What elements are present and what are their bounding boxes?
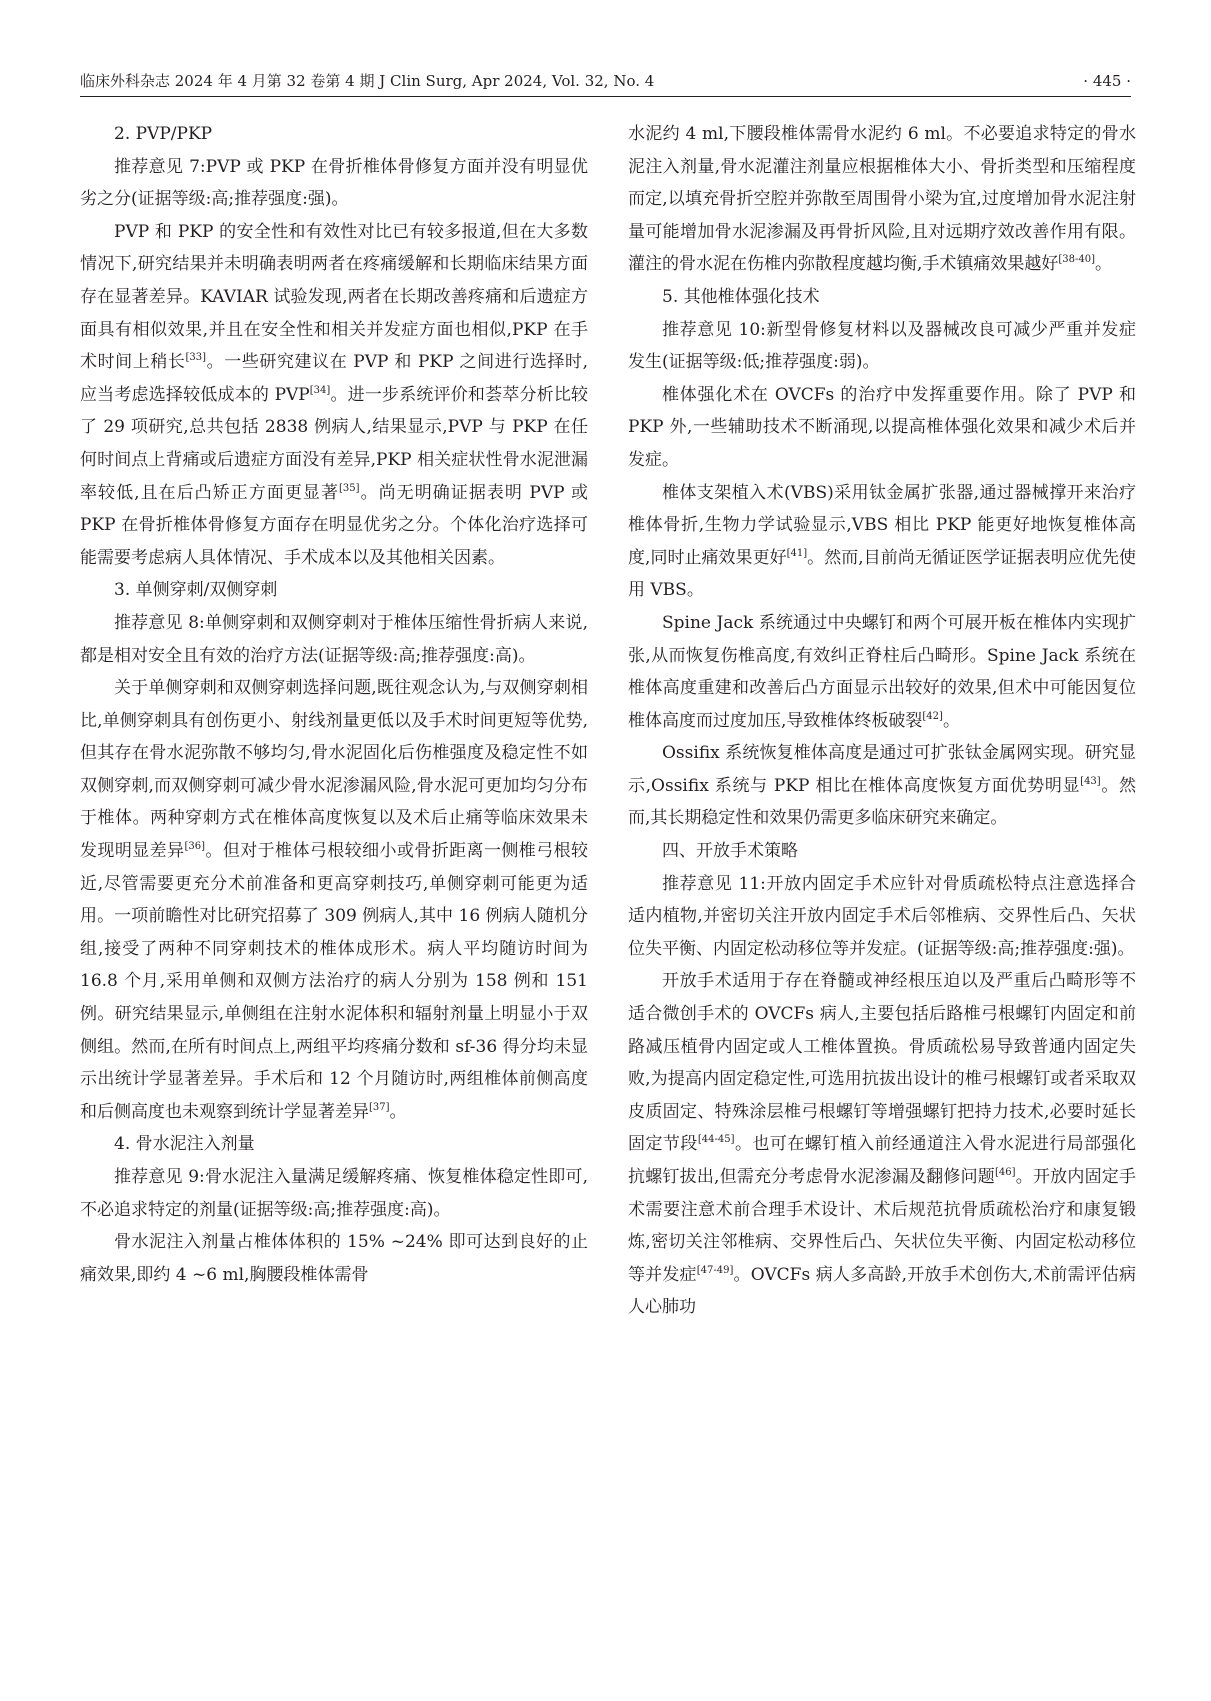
section-heading-puncture: 3. 单侧穿刺/双侧穿刺 — [114, 580, 278, 601]
text-run: 。然而,其长期稳定性和效果仍需更多临床研究来确定。 — [628, 775, 1136, 829]
text-run: 椎体支架植入术(VBS)采用钛金属扩张器,通过器械撑开来治疗椎体骨折,生物力学试验显示,VBS 相比 PKP 能更好地恢复椎体高度,同时止痛效果更好 — [628, 482, 1136, 568]
citation-ref: [36] — [184, 841, 205, 853]
text-run: 。开放内固定手术需要注意术前合理手术设计、术后规范抗骨质疏松治疗和康复锻炼,密切关注邻椎病、交界性后凸、矢状位失平衡、内固定松动移位等并发症 — [628, 1167, 1137, 1285]
text-run: 。 — [942, 710, 960, 731]
citation-ref: [37] — [369, 1101, 390, 1113]
text-run: 。然而,目前尚无循证医学证据表明应优先使用 VBS。 — [628, 547, 1136, 601]
citation-ref: [43] — [1080, 775, 1101, 787]
paragraph-augmentation-intro: 椎体强化术在 OVCFs 的治疗中发挥重要作用。除了 PVP 和 PKP 外,一些辅助技术不断涌现,以提高椎体强化效果和减少术后并发症。 — [628, 384, 1136, 470]
paragraph-vbs — [628, 477, 1136, 607]
text-run: 。一些研究建议在 PVP 和 PKP 之间进行选择时,应当考虑选择较低成本的 PVP — [80, 352, 589, 405]
section-heading-pvp-pkp: 2. PVP/PKP — [114, 124, 213, 144]
text-run: 水泥约 4 ml,下腰段椎体需骨水泥约 6 ml。不必要追求特定的骨水泥注入剂量,骨水泥灌注剂量应根据椎体大小、骨折类型和压缩程度而定,以填充骨折空腔并弥散至周围骨小梁为宜,过度增加骨水泥注射量可能增加骨水泥渗漏及再骨折风险,且对远期疗效改善作用有限。灌注的骨水泥在伤椎内弥散程度越均衡,手术镇痛效果越好 — [628, 124, 1136, 275]
text-run: 。但对于椎体弓根较细小或骨折距离一侧椎弓根较近,尽管需要更充分术前准备和更高穿刺技巧,单侧穿刺可能更为适用。一项前瞻性对比研究招募了 309 例病人,其中 16 例病人随机分组,接受了两种不同穿刺技术的椎体成形术。病人平均随访时间为 16.8 个月,采用单侧和双侧方法治疗的病人分别为 158 例和 151 例。研究结果显示,单侧组在注射水泥体积和辐射剂量上明显小于双侧组。然而,在所有时间点上,两组平均疼痛分数和 sf-36 得分均未显示出统计学显著差异。手术后和 12 个月随访时,两组椎体前侧高度和后侧高度也未观察到统计学显著差异 — [80, 841, 589, 1122]
text-run: PVP 和 PKP 的安全性和有效性对比已有较多报道,但在大多数情况下,研究结果并未明确表明两者在疼痛缓解和长期临床结果方面存在显著差异。KAVIAR 试验发现,两者在长期改善疼痛和后遗症方面具有相似效果,并且在安全性和相关并发症方面也相似,PKP 在手术时间上稍长 — [80, 221, 588, 373]
paragraph-open-surgery — [628, 965, 1136, 1324]
text-run: 。 — [1095, 254, 1113, 275]
text-run: Spine Jack 系统通过中央螺钉和两个可展开板在椎体内实现扩张,从而恢复伤椎高度,有效纠正脊柱后凸畸形。Spine Jack 系统在椎体高度重建和改善后凸方面显示出较好的效果,但术中可能因复位椎体高度而过度加压,导致椎体终板破裂 — [628, 612, 1136, 731]
journal-citation: 临床外科杂志 2024 年 4 月第 32 卷第 4 期 J Clin Surg, Apr 2024, Vol. 32, No. 4 — [80, 72, 655, 90]
paragraph-cement-dose-continued — [628, 118, 1136, 281]
recommendation-7: 推荐意见 7:PVP 或 PKP 在骨折椎体骨修复方面并没有明显优劣之分(证据等级:高;推荐强度:强)。 — [80, 156, 588, 210]
citation-ref: [42] — [922, 710, 943, 722]
paragraph-pvp-pkp-comparison — [80, 216, 588, 575]
section-heading-other-techniques: 5. 其他椎体强化技术 — [662, 286, 820, 307]
text-run: 。也可在螺钉植入前经通道注入骨水泥进行局部强化抗螺钉拔出,但需充分考虑骨水泥渗漏及翻修问题 — [628, 1134, 1137, 1187]
paragraph-ossifix — [628, 737, 1136, 835]
citation-ref: [34] — [309, 384, 331, 396]
citation-ref: [47-49] — [696, 1264, 734, 1276]
running-header — [80, 66, 1131, 97]
paragraph-cement-dose: 骨水泥注入剂量占椎体体积的 15% ~24% 即可达到良好的止痛效果,即约 4 ~6 ml,胸腰段椎体需骨 — [80, 1232, 588, 1285]
text-run: 开放手术适用于存在脊髓或神经根压迫以及严重后凸畸形等不适合微创手术的 OVCFs 病人,主要包括后路椎弓根螺钉内固定和前路减压植骨内固定或人工椎体置换。骨质疏松易导致普通内固定失败,为提高内固定稳定性,可选用抗拔出设计的椎弓根螺钉或者采取双皮质固定、特殊涂层椎弓根螺钉等增强螺钉把持力技术,必要时延长固定节段 — [628, 971, 1136, 1155]
citation-ref: [33] — [185, 352, 207, 364]
left-column — [80, 118, 588, 1291]
citation-ref: [38-40] — [1058, 254, 1096, 266]
recommendation-8: 推荐意见 8:单侧穿刺和双侧穿刺对于椎体压缩性骨折病人来说,都是相对安全且有效的治疗方法(证据等级:高;推荐强度:高)。 — [80, 612, 588, 666]
text-run: 。OVCFs 病人多高龄,开放手术创伤大,术前需评估病人心肺功 — [628, 1264, 1137, 1318]
section-heading-open-surgery: 四、开放手术策略 — [662, 841, 798, 862]
paragraph-puncture — [80, 672, 588, 1128]
citation-ref: [35] — [339, 482, 360, 494]
recommendation-10: 推荐意见 10:新型骨修复材料以及器械改良可减少严重并发症发生(证据等级:低;推荐强度:弱)。 — [628, 319, 1136, 373]
text-run: Ossifix 系统恢复椎体高度是通过可扩张钛金属网实现。研究显示,Ossifix 系统与 PKP 相比在椎体高度恢复方面优势明显 — [628, 743, 1136, 796]
paragraph-spine-jack — [628, 607, 1136, 737]
recommendation-9: 推荐意见 9:骨水泥注入量满足缓解疼痛、恢复椎体稳定性即可,不必追求特定的剂量(证据等级:高;推荐强度:高)。 — [80, 1167, 588, 1220]
text-run: 。 — [389, 1101, 407, 1122]
text-run: 关于单侧穿刺和双侧穿刺选择问题,既往观念认为,与双侧穿刺相比,单侧穿刺具有创伤更小、射线剂量更低以及手术时间更短等优势,但其存在骨水泥弥散不够均匀,骨水泥固化后伤椎强度及稳定性不如双侧穿刺,而双侧穿刺可减少骨水泥渗漏风险,骨水泥可更加均匀分布于椎体。两种穿刺方式在椎体高度恢复以及术后止痛等临床效果未发现明显差异 — [80, 678, 588, 862]
right-column — [628, 118, 1136, 1324]
citation-ref: [46] — [995, 1167, 1016, 1178]
text-run: 。进一步系统评价和荟萃分析比较了 29 项研究,总共包括 2838 例病人,结果显示,PVP 与 PKP 在任何时间点上背痛或后遗症方面没有差异,PKP 相关症状性骨水泥泄漏率较低,且在后凸矫正方面更显著 — [80, 384, 589, 503]
citation-ref: [41] — [786, 547, 808, 559]
text-run: 。尚无明确证据表明 PVP 或 PKP 在骨折椎体骨修复方面存在明显优劣之分。个体化治疗选择可能需要考虑病人具体情况、手术成本以及其他相关因素。 — [80, 482, 588, 568]
recommendation-11: 推荐意见 11:开放内固定手术应针对骨质疏松特点注意选择合适内植物,并密切关注开放内固定手术后邻椎病、交界性后凸、矢状位失平衡、内固定松动移位等并发症。(证据等级:高;推荐强度:强)。 — [628, 873, 1136, 959]
page-number: · 445 · — [1083, 72, 1131, 90]
section-heading-cement-dose: 4. 骨水泥注入剂量 — [114, 1134, 255, 1155]
citation-ref: [44-45] — [697, 1134, 735, 1146]
